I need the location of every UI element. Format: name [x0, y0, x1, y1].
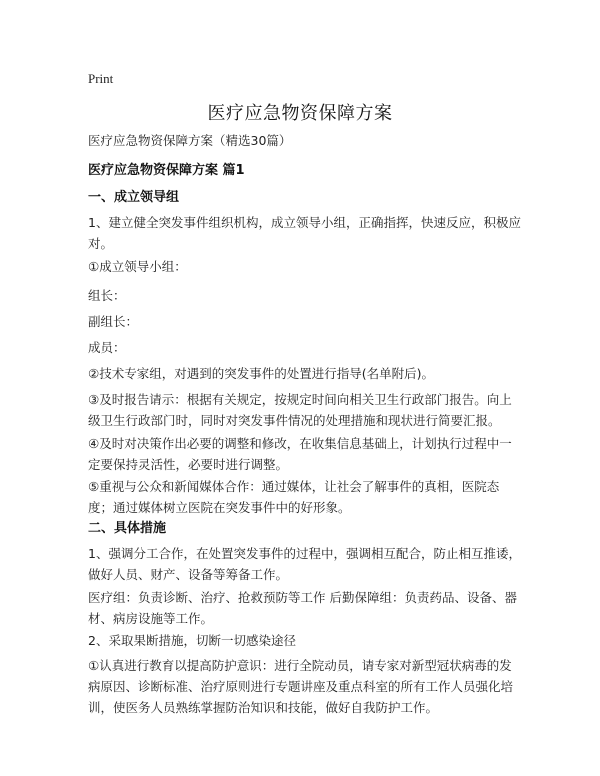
paragraph: 成员：: [88, 340, 126, 355]
paragraph: ⑤重视与公众和新闻媒体合作：通过媒体，让社会了解事件的真相，医院态度；通过媒体树立医院在突发事件中的好形象。: [88, 479, 500, 515]
paragraph: 1、强调分工合作，在处置突发事件的过程中，强调相互配合，防止相互推诿，做好人员、财产、设备等筹备工作。: [88, 546, 521, 582]
section-heading-2: 二、具体措施: [88, 521, 167, 536]
paragraph: ③及时报告请示：根据有关规定，按规定时间向相关卫生行政部门报告。向上级卫生行政部门时，同时对突发事件情况的处理措施和现状进行简要汇报。: [88, 392, 512, 428]
paragraph: ④及时对决策作出必要的调整和修改，在收集信息基础上，计划执行过程中一定要保持灵活性，必要时进行调整。: [88, 436, 512, 472]
page-title: 医疗应急物资保障方案: [207, 103, 393, 124]
section-heading-1: 一、成立领导组: [88, 190, 180, 205]
paragraph: ①成立领导小组：: [88, 259, 187, 274]
paragraph: 1、建立健全突发事件组织机构，成立领导小组，正确指挥，快速反应，积极应对。: [88, 215, 521, 251]
paragraph: 医疗组：负责诊断、治疗、抢救预防等工作 后勤保障组：负责药品、设备、器材、病房设施等工作。: [88, 590, 517, 626]
document-subtitle: 医疗应急物资保障方案（精选30篇）: [88, 133, 292, 148]
paragraph: 副组长：: [88, 314, 139, 329]
print-label[interactable]: Print: [88, 71, 114, 86]
paragraph: ②技术专家组，对遇到的突发事件的处置进行指导(名单附后)。: [88, 366, 434, 381]
paragraph: 2、采取果断措施，切断一切感染途径: [88, 633, 296, 648]
article-title: 医疗应急物资保障方案 篇1: [88, 163, 245, 178]
paragraph: 组长：: [88, 288, 126, 303]
paragraph: ①认真进行教育以提高防护意识：进行全院动员，请专家对新型冠状病毒的发病原因、诊断标准、治疗原则进行专题讲座及重点科室的所有工作人员强化培训，使医务人员熟练掌握防治知识和技能，做好自我防护工作。: [88, 658, 514, 715]
